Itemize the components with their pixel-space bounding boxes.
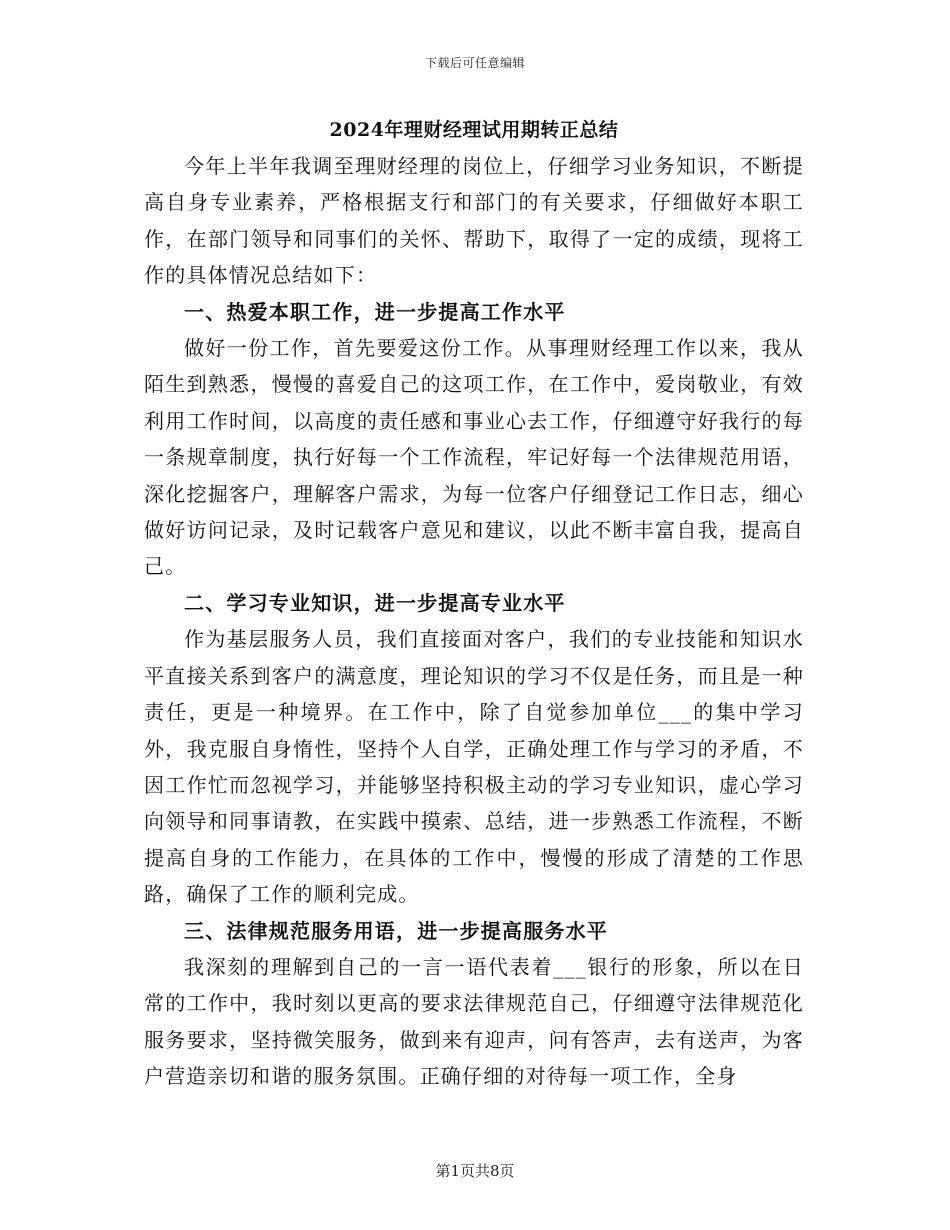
document-body [144, 112, 804, 1095]
section-2-heading: 二、学习专业知识，进一步提高专业水平 [184, 590, 566, 615]
header-note: 下载后可任意编辑 [424, 56, 525, 70]
section-2-paragraph: 作为基层服务人员，我们直接面对客户，我们的专业技能和知识水平直接关系到客户的满意度，理论知识的学习不仅是任务，而且是一种责任，更是一种境界。在工作中，除了自觉参加单位___的集中学习外，我克服自身惰性，坚持个人自学，正确处理工作与学习的矛盾，不因工作忙而忽视学习，并能够坚持积极主动的学习专业知识，虚心学习向领导和同事请教，在实践中摸索、总结，进一步熟悉工作流程，不断提高自身的工作能力，在具体的工作中，慢慢的形成了清楚的工作思路，确保了工作的顺利完成。 [144, 627, 804, 907]
section-3-paragraph: 我深刻的理解到自己的一言一语代表着___银行的形象，所以在日常的工作中，我时刻以更高的要求法律规范自己，仔细遵守法律规范化服务要求，坚持微笑服务，做到来有迎声，问有答声，去有送声，为客户营造亲切和谐的服务氛围。正确仔细的对待每一项工作，全身 [144, 954, 804, 1089]
page-number: 第1页共8页 [435, 1162, 515, 1180]
section-1-paragraph: 做好一份工作，首先要爱这份工作。从事理财经理工作以来，我从陌生到熟悉，慢慢的喜爱自己的这项工作，在工作中，爱岗敬业，有效利用工作时间，以高度的责任感和事业心去工作，仔细遵守好我行的每一条规章制度，执行好每一个工作流程，牢记好每一个法律规范用语，深化挖掘客户，理解客户需求，为每一位客户仔细登记工作日志，细心做好访问记录，及时记载客户意见和建议，以此不断丰富自我，提高自己。 [144, 336, 804, 579]
section-1-heading: 一、热爱本职工作，进一步提高工作水平 [184, 299, 566, 324]
document-title: 2024年理财经理试用期转正总结 [329, 119, 619, 141]
section-3-heading: 三、法律规范服务用语，进一步提高服务水平 [184, 918, 608, 943]
intro-paragraph: 今年上半年我调至理财经理的岗位上，仔细学习业务知识，不断提高自身专业素养，严格根据支行和部门的有关要求，仔细做好本职工作，在部门领导和同事们的关怀、帮助下，取得了一定的成绩，现将工作的具体情况总结如下： [144, 154, 804, 288]
